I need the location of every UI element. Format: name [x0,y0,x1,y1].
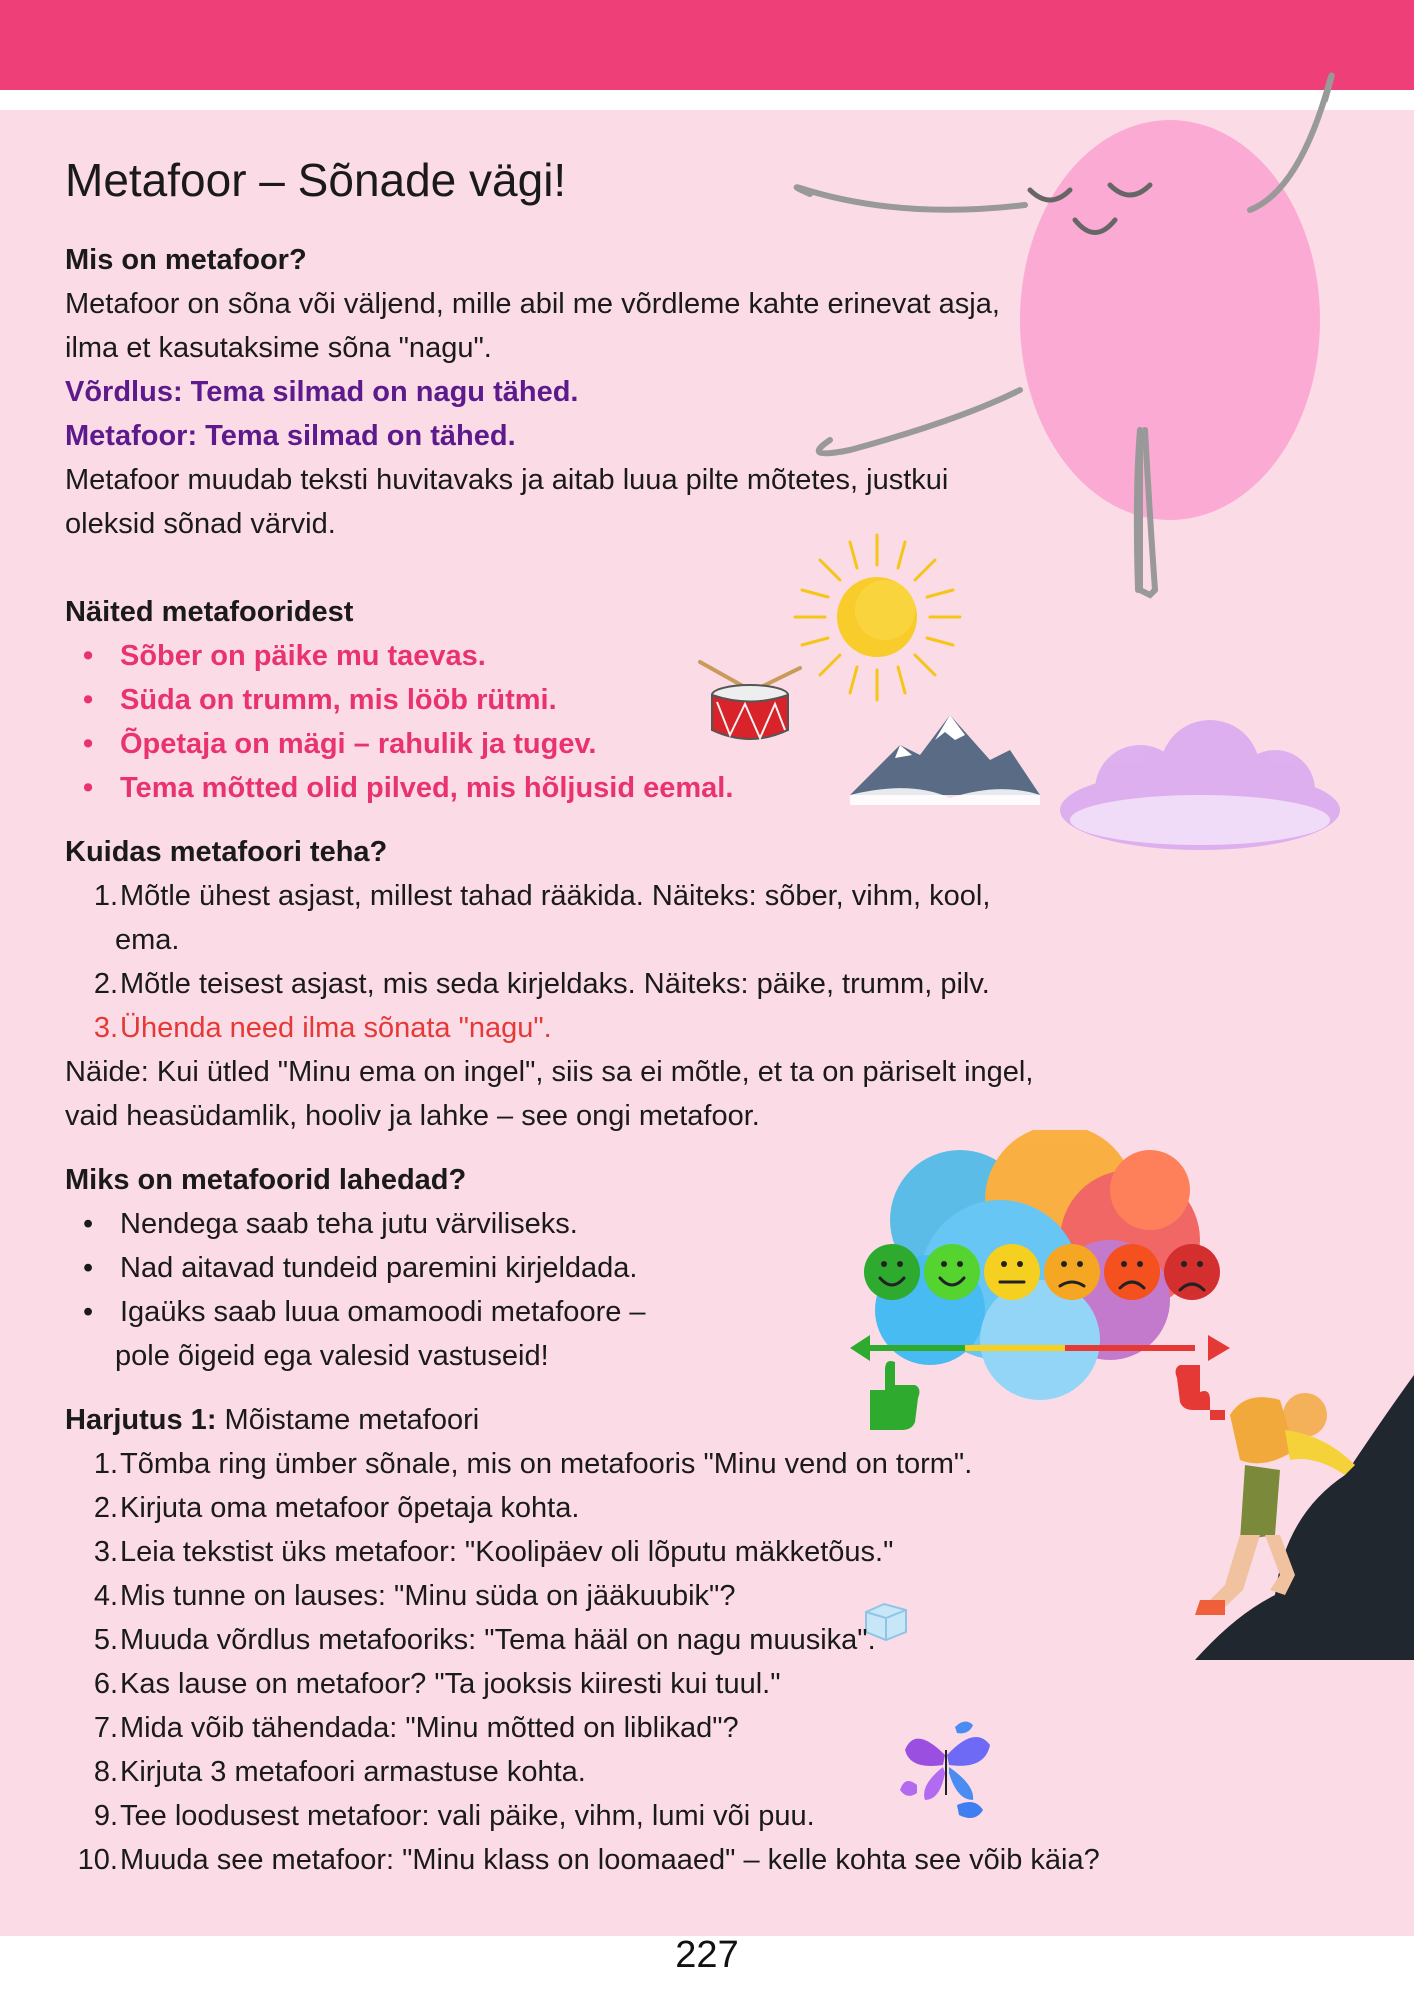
step-number: 2. [93,968,118,1000]
list-item [65,1750,1265,1794]
exercise-heading-bold: Harjutus 1: [65,1404,217,1436]
list-item-text-continued: pole õigeid ega valesid vastuseid! [115,1340,549,1372]
list-item: • Nad aitavad tundeid paremini kirjeldada. [65,1246,1265,1290]
list-item [65,874,1265,962]
section-heading-examples: Näited metafooridest [65,596,354,628]
step-text: Ühenda need ilma sõnata "nagu". [120,1012,552,1044]
exercise-list [65,1442,1265,1882]
definition-line: Metafoor on sõna või väljend, mille abil me võrdleme kahte erinevat asja, [65,288,1000,320]
item-number: 10. [77,1844,118,1876]
item-text: Muuda see metafoor: "Minu klass on loomaaed" – kelle kohta see võib käia? [120,1844,1100,1876]
list-item [65,1838,1265,1882]
spacer [65,546,1265,590]
spacer [65,1378,1265,1398]
examples-list [65,634,1265,810]
item-text: Tee loodusest metafoor: vali päike, vihm, lumi või puu. [120,1800,815,1832]
item-text: Kas lause on metafoor? "Ta jooksis kiiresti kui tuul." [120,1668,781,1700]
list-item [65,1618,1265,1662]
exercise-heading-rest: Mõistame metafoori [216,1404,480,1436]
step-number: 3. [93,1012,118,1044]
item-number: 6. [93,1668,118,1700]
item-text: Tõmba ring ümber sõnale, mis on metafooris "Minu vend on torm". [120,1448,973,1480]
item-number: 8. [93,1756,118,1788]
example-line: vaid heasüdamlik, hooliv ja lahke – see ongi metafoor. [65,1100,760,1132]
item-text: Leia tekstist üks metafoor: "Koolipäev oli lõputu mäkketõus." [120,1536,894,1568]
item-text: Muuda võrdlus metafooriks: "Tema hääl on nagu muusika". [120,1624,876,1656]
list-item: • Õpetaja on mägi – rahulik ja tugev. [65,722,1265,766]
list-item [65,1006,1265,1050]
section-heading-what: Mis on metafoor? [65,244,307,276]
why-list [65,1202,1265,1378]
comparison-example: Võrdlus: Tema silmad on nagu tähed. [65,376,579,408]
section-heading-howto: Kuidas metafoori teha? [65,836,388,868]
list-item [65,1574,1265,1618]
item-number: 4. [93,1580,118,1612]
list-item [65,1662,1265,1706]
list-item [65,1794,1265,1838]
list-item: • Sõber on päike mu taevas. [65,634,1265,678]
exercise-heading [65,1398,1265,1442]
spacer [65,810,1265,830]
step-text: Mõtle ühest asjast, millest tahad rääkida. Näiteks: sõber, vihm, kool, [120,880,991,912]
list-item [65,1530,1265,1574]
step-text: Mõtle teisest asjast, mis seda kirjeldaks. Näiteks: päike, trumm, pilv. [120,968,990,1000]
list-item: • Süda on trumm, mis lööb rütmi. [65,678,1265,722]
section-heading-why: Miks on metafoorid lahedad? [65,1164,467,1196]
item-text: Mida võib tähendada: "Minu mõtted on liblikad"? [120,1712,739,1744]
definition-line: oleksid sõnad värvid. [65,508,336,540]
list-item [65,1486,1265,1530]
metaphor-example: Metafoor: Tema silmad on tähed. [65,420,516,452]
list-item: • Tema mõtted olid pilved, mis hõljusid eemal. [65,766,1265,810]
item-number: 7. [93,1712,118,1744]
list-item [65,1442,1265,1486]
definition-line: ilma et kasutaksime sõna "nagu". [65,332,492,364]
item-number: 3. [93,1536,118,1568]
page-content [65,148,1265,1882]
howto-steps [65,874,1265,1050]
list-item-text: Igaüks saab luua omamoodi metafoore – [120,1296,646,1328]
spacer [65,1138,1265,1158]
list-item: • Nendega saab teha jutu värviliseks. [65,1202,1265,1246]
list-item [65,1706,1265,1750]
definition-line: Metafoor muudab teksti huvitavaks ja aitab luua pilte mõtetes, justkui [65,464,949,496]
list-item [65,1290,1265,1378]
item-number: 1. [93,1448,118,1480]
item-text: Mis tunne on lauses: "Minu süda on jääkuubik"? [120,1580,736,1612]
step-text-continued: ema. [115,924,180,956]
item-number: 9. [93,1800,118,1832]
list-item [65,962,1265,1006]
item-number: 2. [93,1492,118,1524]
example-line: Näide: Kui ütled "Minu ema on ingel", siis sa ei mõtle, et ta on päriselt ingel, [65,1056,1034,1088]
item-text: Kirjuta 3 metafoori armastuse kohta. [120,1756,586,1788]
page-number: 227 [675,1934,739,1976]
step-number: 1. [93,880,118,912]
page-title: Metafoor – Sõnade vägi! [65,154,567,206]
item-number: 5. [93,1624,118,1656]
item-text: Kirjuta oma metafoor õpetaja kohta. [120,1492,580,1524]
